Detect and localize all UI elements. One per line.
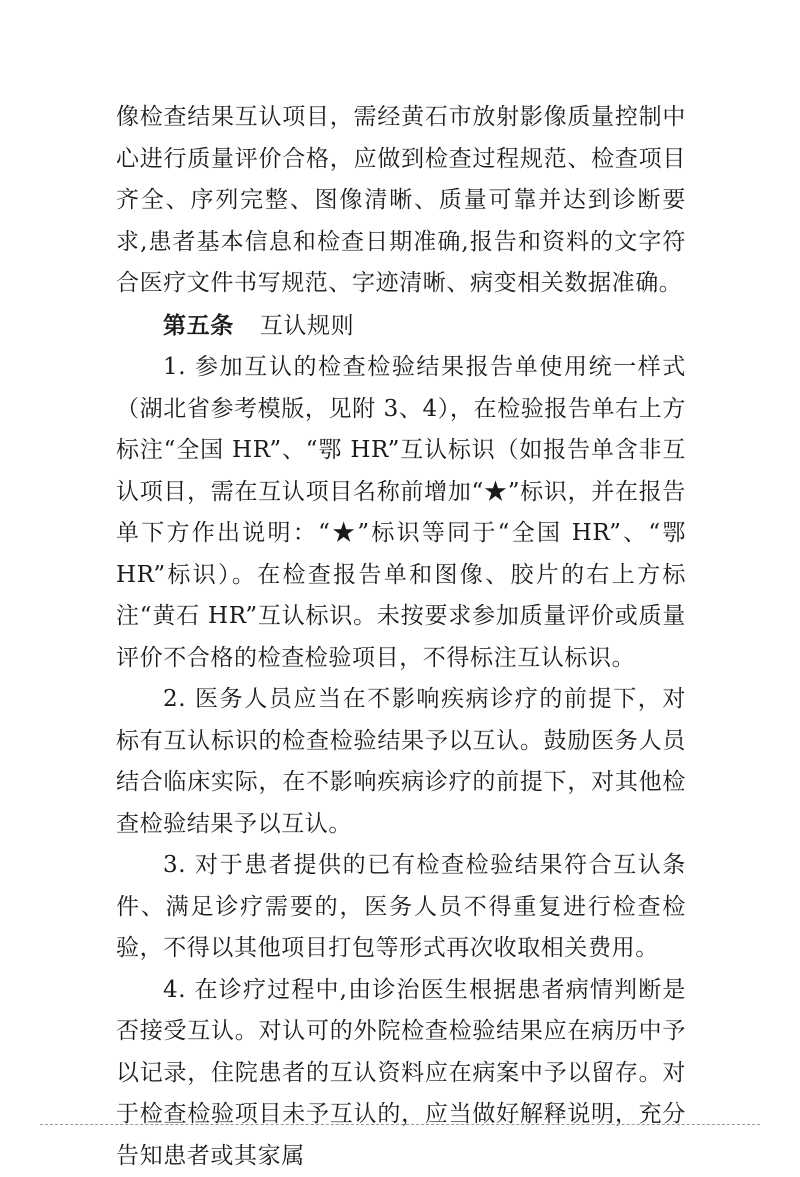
rule-paragraph-2: 2. 医务人员应当在不影响疾病诊疗的前提下，对标有互认标识的检查检验结果予以互认。鼓励医务人员结合临床实际，在不影响疾病诊疗的前提下，对其他检查检验结果予以互认。 (116, 679, 686, 845)
rule-paragraph-1: 1. 参加互认的检查检验结果报告单使用统一样式（湖北省参考模版，见附 3、4），在检验报告单右上方标注“全国 HR”、“鄂 HR”互认标识（如报告单含非互认项目，需在互认项目名称前增加“★”标识，并在报告单下方作出说明：“★”标识等同于“全国 HR”、“鄂 HR”标识）。在检查报告单和图像、胶片的右上方标注“黄石 HR”互认标识。未按要求参加质量评价或质量评价不合格的检查检验项目，不得标注互认标识。 (116, 347, 686, 679)
article-heading (116, 305, 686, 348)
rule-paragraph-3: 3. 对于患者提供的已有检查检验结果符合互认条件、满足诊疗需要的，医务人员不得重复进行检查检验，不得以其他项目打包等形式再次收取相关费用。 (116, 845, 686, 970)
article-number: 第五条 (163, 312, 234, 339)
document-body (116, 97, 686, 1177)
scan-edge-line (40, 1124, 760, 1125)
article-title: 互认规则 (260, 313, 354, 339)
continuation-paragraph: 像检查结果互认项目，需经黄石市放射影像质量控制中心进行质量评价合格，应做到检查过程规范、检查项目齐全、序列完整、图像清晰、质量可靠并达到诊断要求,患者基本信息和检查日期准确,报告和资料的文字符合医疗文件书写规范、字迹清晰、病变相关数据准确。 (116, 97, 686, 305)
rule-paragraph-4: 4. 在诊疗过程中,由诊治医生根据患者病情判断是否接受互认。对认可的外院检查检验结果应在病历中予以记录，住院患者的互认资料应在病案中予以留存。对于检查检验项目未予互认的，应当做好解释说明，充分告知患者或其家属 (116, 970, 686, 1177)
